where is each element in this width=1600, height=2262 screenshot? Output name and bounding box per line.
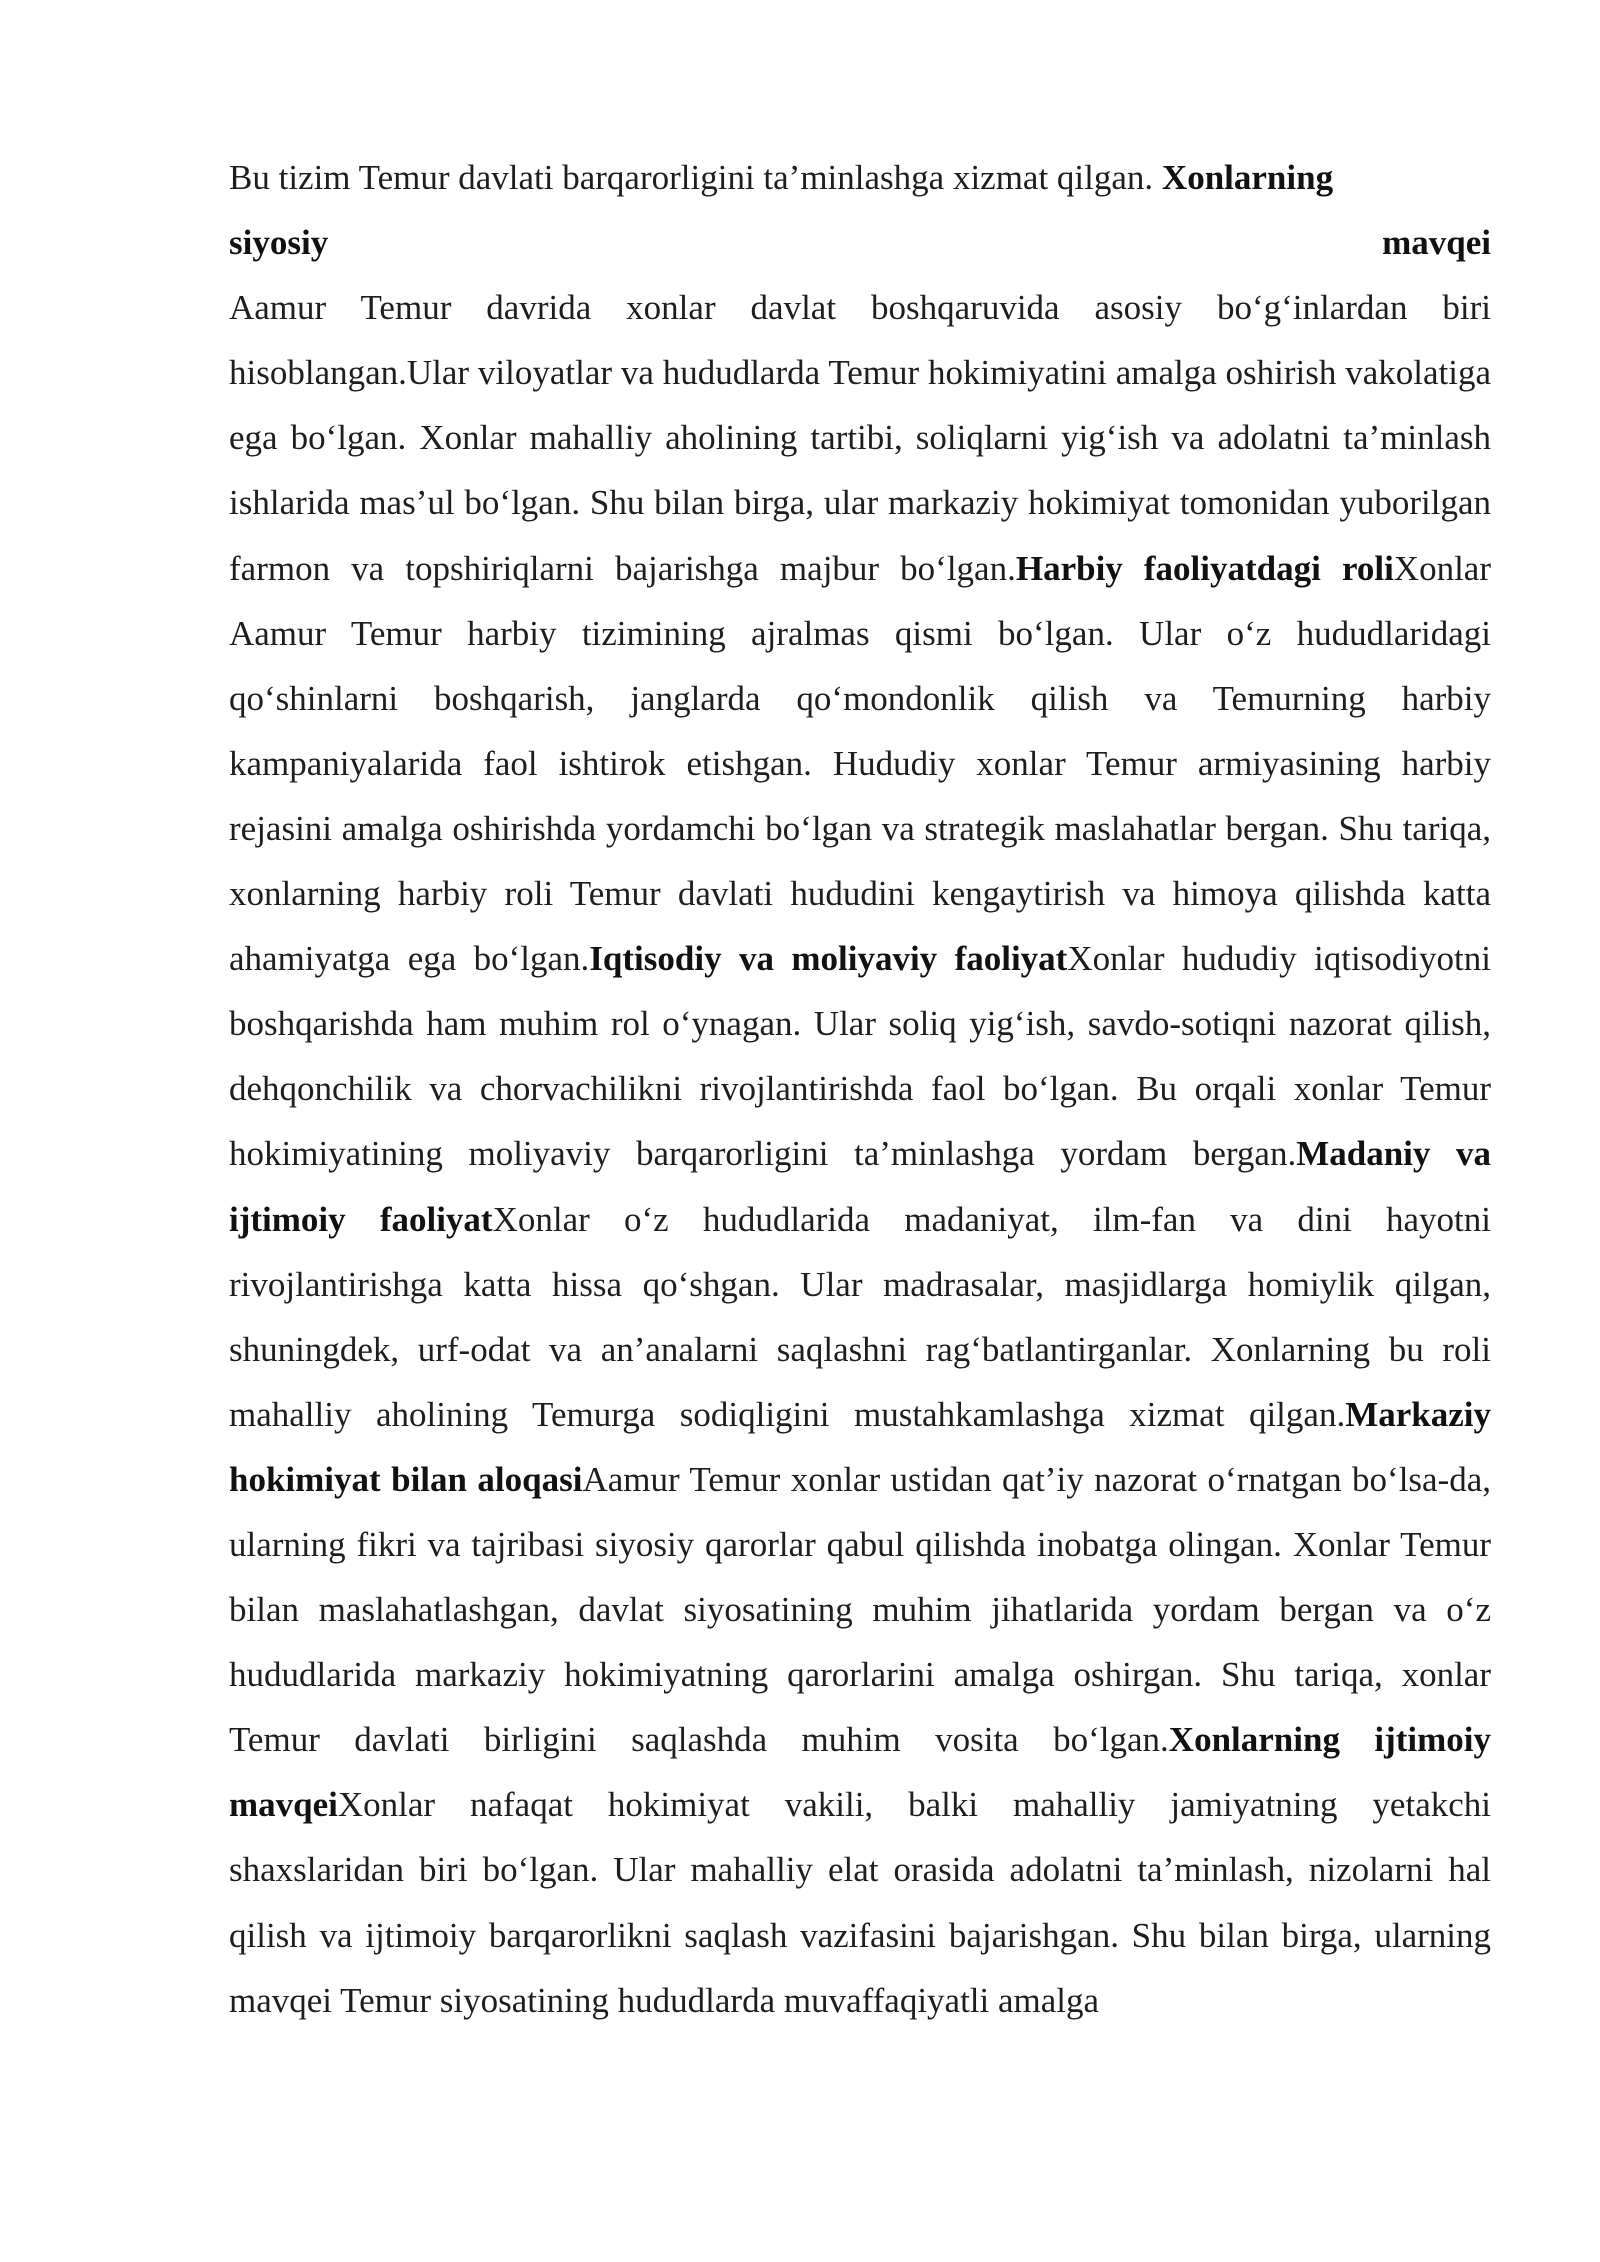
heading-cultural-activity: Madaniy va ijtimoiy faoliyat <box>229 1134 1491 1239</box>
heading-central-authority: Markaziy hokimiyat bilan aloqasi <box>229 1394 1491 1499</box>
section-cultural-activity-text: Xonlar o‘z hududlarida madaniyat, ilm-fan va dini hayotni rivojlantirishga katta hissa qo‘shgan. Ular madrasalar, masjidlarga homiylik qilgan, shuningdek, urf-odat va an’analarni saqlashni rag‘batlantirganlar. Xonlarning bu roli mahalliy aholining Temurga sodiqligini mustahkamlashga xizmat qilgan. <box>229 1199 1491 1434</box>
section-central-authority-text: Aamur Temur xonlar ustidan qat’iy nazorat o‘rnatgan bo‘lsa-da, ularning fikri va tajribasi siyosiy qarorlar qabul qilishda inobatga olingan. Xonlar Temur bilan maslahatlashgan, davlat siyosatining muhim jihatlarida yordam bergan va o‘z hududlarida markaziy hokimiyatning qarorlarini amalga oshirgan. Shu tariqa, xonlar Temur davlati birligini saqlashda muhim vosita bo‘lgan. <box>229 1459 1492 1760</box>
heading-social-status: Xonlarning ijtimoiy mavqei <box>229 1720 1491 1825</box>
heading-political-status-right: mavqei <box>1382 223 1491 263</box>
section-social-status-text: Xonlar nafaqat hokimiyat vakili, balki mahalliy jamiyatning yetakchi shaxslaridan biri bo‘lgan. Ular mahalliy elat orasida adolatni ta’minlash, nizolarni hal qilish va ijtimoiy barqarorlikni saqlash vazifasini bajarishgan. Shu bilan birga, ularning mavqei Temur siyosatining hududlarda muvaffaqiyatli amalga <box>229 1785 1491 2020</box>
heading-military-role: Harbiy faoliyatdagi roli <box>1015 548 1394 588</box>
document-page <box>229 145 1491 2033</box>
body-paragraph <box>229 275 1491 2033</box>
heading-economic-activity: Iqtisodiy va moliyaviy faoliyat <box>589 939 1068 979</box>
heading-political-status-line <box>229 210 1491 275</box>
section-political-status-text: Aamur Temur davrida xonlar davlat boshqaruvida asosiy bo‘g‘inlardan biri hisoblangan.Ular viloyatlar va hududlarda Temur hokimiyatini amalga oshirish vakolatiga ega bo‘lgan. Xonlar mahalliy aholining tartibi, soliqlarni yig‘ish va adolatni ta’minlash ishlarida mas’ul bo‘lgan. Shu bilan birga, ular markaziy hokimiyat tomonidan yuborilgan farmon va topshiriqlarni bajarishga majbur bo‘lgan. <box>229 288 1491 588</box>
intro-text: Bu tizim Temur davlati barqarorligini ta’minlashga xizmat qilgan. <box>229 158 1162 197</box>
section-economic-activity-text: Xonlar hududiy iqtisodiyotni boshqarishda ham muhim rol o‘ynagan. Ular soliq yig‘ish, savdo-sotiqni nazorat qilish, dehqonchilik va chorvachilikni rivojlantirishda faol bo‘lgan. Bu orqali xonlar Temur hokimiyatining moliyaviy barqarorligini ta’minlashga yordam bergan. <box>229 939 1491 1174</box>
heading-political-status-left: siyosiy <box>229 223 329 263</box>
section-military-role-text: Xonlar Aamur Temur harbiy tizimining ajralmas qismi bo‘lgan. Ular o‘z hududlaridagi qo‘shinlarni boshqarish, janglarda qo‘mondonlik qilish va Temurning harbiy kampaniyalarida faol ishtirok etishgan. Hududiy xonlar Temur armiyasining harbiy rejasini amalga oshirishda yordamchi bo‘lgan va strategik maslahatlar bergan. Shu tariqa, xonlarning harbiy roli Temur davlati hududini kengaytirish va himoya qilishda katta ahamiyatga ega bo‘lgan. <box>229 548 1491 979</box>
heading-political-status-part1: Xonlarning <box>1161 158 1334 197</box>
intro-paragraph <box>229 145 1491 210</box>
